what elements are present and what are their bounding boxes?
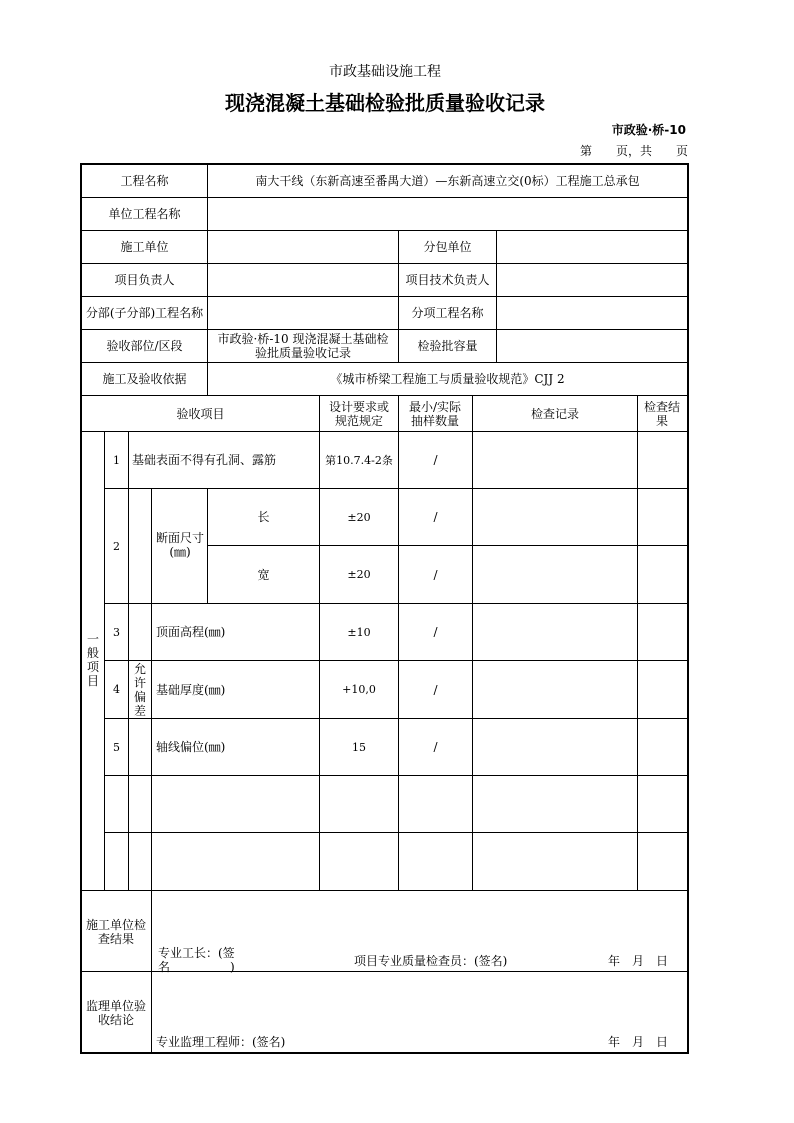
- project-manager-value[interactable]: [208, 264, 398, 296]
- row-design-spec: ±20: [347, 568, 371, 581]
- row-number: 3: [113, 625, 120, 639]
- project-name-value: 南大干线（东新高速至番禺大道）—东新高速立交(0标）工程施工总承包: [255, 173, 640, 188]
- unit-project-value[interactable]: [208, 198, 687, 230]
- division-value[interactable]: [208, 297, 398, 329]
- subcontractor-label: 分包单位: [423, 240, 472, 254]
- row-number: 2: [113, 539, 120, 553]
- col-header-sample: 最小/实际抽样数量: [408, 399, 462, 428]
- capacity-value[interactable]: [497, 330, 687, 362]
- col-header-record: 检查记录: [530, 406, 579, 421]
- row-sample[interactable]: /: [433, 740, 438, 754]
- row-design-spec: +10,0: [342, 683, 376, 696]
- contractor-check-date[interactable]: 年 月 日: [608, 954, 669, 968]
- location-label: 验收部位/区段: [106, 339, 183, 353]
- row-item-name: 长: [257, 510, 270, 524]
- row-sample[interactable]: /: [433, 453, 438, 467]
- form-code: 市政验·桥-10: [611, 123, 686, 137]
- col-header-item: 验收项目: [176, 406, 225, 421]
- general-items-label: 一般项目: [86, 632, 99, 688]
- subcontractor-value[interactable]: [497, 231, 687, 263]
- location-value[interactable]: 市政验·桥-10 现浇混凝土基础检验批质量验收记录: [217, 332, 389, 360]
- subitem-label: 分项工程名称: [411, 306, 484, 320]
- supervisor-conclusion-label: 监理单位验收结论: [86, 999, 147, 1027]
- tech-lead-label: 项目技术负责人: [405, 273, 490, 287]
- page-number-line: 第 页，共 页: [579, 144, 688, 158]
- division-label: 分部(子分部)工程名称: [85, 306, 204, 320]
- row-sample[interactable]: /: [433, 625, 438, 639]
- capacity-label: 检验批容量: [417, 339, 478, 353]
- contractor-value[interactable]: [208, 231, 398, 263]
- row-number: 4: [113, 683, 120, 696]
- contractor-check-label: 施工单位检查结果: [86, 918, 147, 946]
- row-sample[interactable]: /: [433, 682, 438, 697]
- row-sample[interactable]: /: [433, 510, 438, 524]
- row-item-name: 轴线偏位(㎜): [156, 740, 226, 754]
- row-sample[interactable]: /: [433, 567, 438, 582]
- document-title: 现浇混凝土基础检验批质量验收记录: [225, 90, 545, 115]
- basis-label: 施工及验收依据: [102, 372, 187, 386]
- row-item-name: 宽: [257, 567, 270, 582]
- row-design-spec: ±20: [347, 510, 371, 524]
- tech-lead-value[interactable]: [497, 264, 687, 296]
- foreman-signature[interactable]: 专业工长：(签名 ): [158, 946, 235, 974]
- project-manager-label: 项目负责人: [114, 273, 175, 287]
- row-item-name: 基础厚度(㎜): [156, 682, 226, 697]
- row-design-spec: 15: [352, 740, 366, 754]
- qc-inspector-signature[interactable]: 项目专业质量检查员：(签名): [354, 954, 508, 968]
- row-number: 1: [113, 453, 120, 467]
- subitem-value[interactable]: [497, 297, 687, 329]
- section-size-label: 断面尺寸(㎜): [155, 531, 204, 559]
- row-design-spec: ±10: [347, 625, 371, 639]
- row-item-name: 基础表面不得有孔洞、露筋: [132, 453, 277, 467]
- row-number: 5: [113, 740, 120, 754]
- project-name-label: 工程名称: [120, 173, 169, 188]
- document-category: 市政基础设施工程: [329, 64, 441, 80]
- unit-project-label: 单位工程名称: [108, 207, 181, 221]
- contractor-label: 施工单位: [120, 240, 169, 254]
- row-design-spec: 第10.7.4-2条: [325, 453, 393, 467]
- col-header-design: 设计要求或规范规定: [328, 399, 389, 428]
- row-item-name: 顶面高程(㎜): [156, 625, 226, 639]
- supervisor-date[interactable]: 年 月 日: [608, 1035, 669, 1049]
- supervisor-signature[interactable]: 专业监理工程师：(签名): [156, 1035, 286, 1049]
- tolerance-label: 允许偏差: [133, 662, 146, 718]
- basis-value: 《城市桥梁工程施工与质量验收规范》CJJ 2: [330, 372, 565, 386]
- col-header-result: 检查结果: [644, 399, 681, 428]
